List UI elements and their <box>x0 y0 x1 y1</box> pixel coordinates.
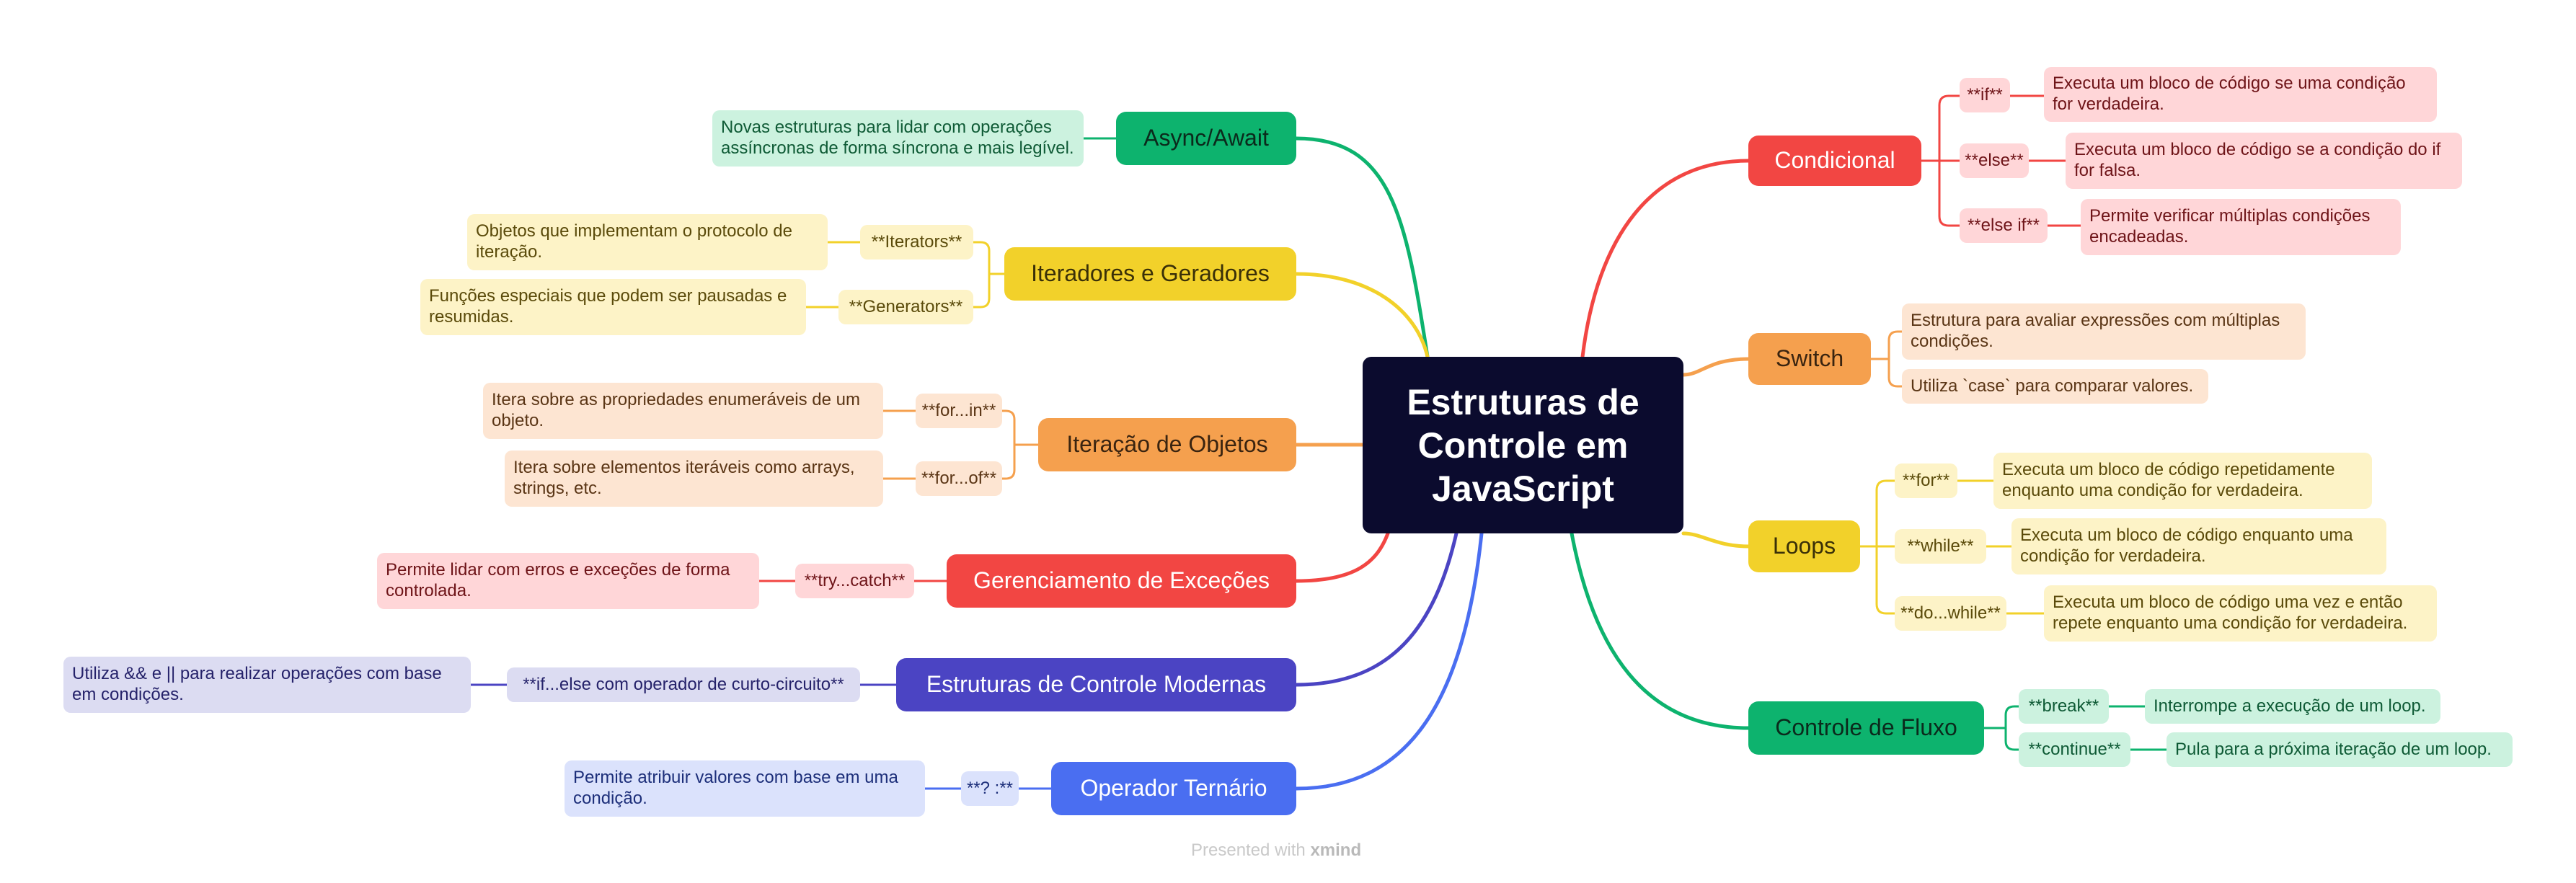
topic-iteradores-geradores[interactable]: Iteradores e Geradores <box>1004 247 1296 301</box>
desc-do-while: Executa um bloco de código uma vez e então repete enquanto uma condição for verdadeira. <box>2044 585 2437 642</box>
desc-switch-2: Utiliza `case` para comparar valores. <box>1902 369 2208 404</box>
desc-switch-1: Estrutura para avaliar expressões com múltiplas condições. <box>1902 303 2306 360</box>
topic-iteracao-objetos[interactable]: Iteração de Objetos <box>1038 418 1296 471</box>
desc-break: Interrompe a execução de um loop. <box>2145 689 2440 724</box>
footer-text: Presented with <box>1191 840 1306 860</box>
subtopic-break[interactable]: **break** <box>2019 689 2109 724</box>
subtopic-if-else-curto-circuito[interactable]: **if...else com operador de curto-circuito** <box>507 667 860 702</box>
desc-generators: Funções especiais que podem ser pausadas e resumidas. <box>420 279 806 335</box>
subtopic-else[interactable]: **else** <box>1960 143 2029 178</box>
topic-condicional[interactable]: Condicional <box>1748 136 1921 186</box>
presented-with-footer <box>1191 840 1361 861</box>
xmind-logo: xmind <box>1310 840 1362 860</box>
desc-else-if: Permite verificar múltiplas condições encadeadas. <box>2081 199 2401 255</box>
subtopic-ternary[interactable]: **? :** <box>961 771 1019 806</box>
topic-async-await[interactable]: Async/Await <box>1116 112 1296 165</box>
topic-loops[interactable]: Loops <box>1748 520 1860 572</box>
subtopic-else-if[interactable]: **else if** <box>1960 208 2048 243</box>
subtopic-continue[interactable]: **continue** <box>2019 732 2130 767</box>
topic-switch[interactable]: Switch <box>1748 333 1871 385</box>
desc-iterators: Objetos que implementam o protocolo de iteração. <box>467 214 828 270</box>
subtopic-generators[interactable]: **Generators** <box>838 290 973 324</box>
connector-iterators <box>1296 274 1428 357</box>
connector-flow <box>1572 533 1748 728</box>
desc-async-await: Novas estruturas para lidar com operações assíncronas de forma síncrona e mais legível. <box>712 110 1084 167</box>
connector-ternary <box>1296 533 1482 789</box>
topic-operador-ternario[interactable]: Operador Ternário <box>1051 762 1296 815</box>
desc-for-of: Itera sobre elementos iteráveis como arrays, strings, etc. <box>505 451 883 507</box>
topic-estruturas-modernas[interactable]: Estruturas de Controle Modernas <box>896 658 1296 711</box>
connector-switch <box>1683 359 1748 375</box>
connector-exceptions <box>1296 533 1388 581</box>
subtopic-for[interactable]: **for** <box>1895 463 1957 498</box>
subtopic-for-in[interactable]: **for...in** <box>916 394 1002 428</box>
subtopic-if[interactable]: **if** <box>1960 78 2010 112</box>
desc-ternary: Permite atribuir valores com base em uma condição. <box>565 760 925 817</box>
connector-conditional <box>1583 161 1748 357</box>
subtopic-iterators[interactable]: **Iterators** <box>860 225 973 259</box>
desc-for-in: Itera sobre as propriedades enumeráveis de um objeto. <box>483 383 883 439</box>
subtopic-for-of[interactable]: **for...of** <box>916 461 1002 496</box>
desc-try-catch: Permite lidar com erros e exceções de forma controlada. <box>377 553 759 609</box>
subtopic-while[interactable]: **while** <box>1895 529 1986 564</box>
desc-while: Executa um bloco de código enquanto uma condição for verdadeira. <box>2011 518 2386 574</box>
desc-for: Executa um bloco de código repetidamente enquanto uma condição for verdadeira. <box>1993 453 2372 509</box>
desc-continue: Pula para a próxima iteração de um loop. <box>2166 732 2513 767</box>
topic-gerenciamento-excecoes[interactable]: Gerenciamento de Exceções <box>947 554 1296 608</box>
desc-if-else-curto-circuito: Utiliza && e || para realizar operações com base em condições. <box>63 657 471 713</box>
desc-if: Executa um bloco de código se uma condição for verdadeira. <box>2044 67 2437 122</box>
central-topic[interactable]: Estruturas de Controle em JavaScript <box>1363 357 1683 533</box>
subtopic-try-catch[interactable]: **try...catch** <box>795 564 914 598</box>
connector-loops <box>1683 533 1748 546</box>
connector-async <box>1296 138 1428 357</box>
desc-else: Executa um bloco de código se a condição do if for falsa. <box>2066 133 2462 189</box>
topic-controle-de-fluxo[interactable]: Controle de Fluxo <box>1748 701 1984 755</box>
subtopic-do-while[interactable]: **do...while** <box>1895 596 2006 631</box>
